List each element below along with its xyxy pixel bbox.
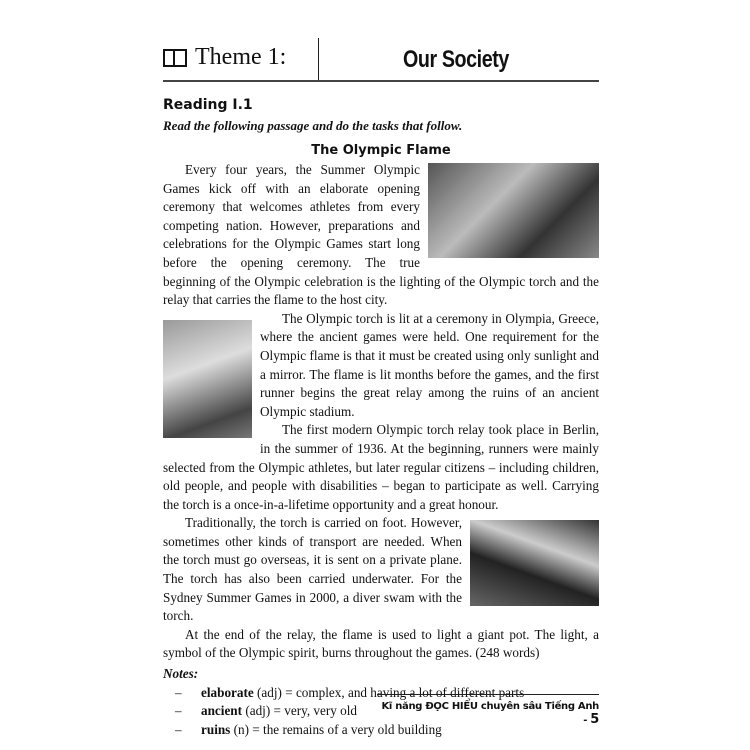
note-definition: (adj) = complex, and having a lot of different parts	[253, 684, 525, 700]
note-term: ruins	[201, 721, 231, 737]
instruction: Read the following passage and do the tasks that follow.	[163, 118, 463, 133]
photo-torch-runner	[163, 320, 252, 438]
paragraph: Every four years, the Summer Olympic Games kick off with an elaborate opening ceremony that welcomes athletes from every competing nation. However, preparations and celebrations for the Olympic Games start long before the opening ceremony. The true beginning of the Olympic celebration is the lighting of the Olympic torch and the relay that carries the flame to the host city.	[163, 162, 599, 308]
paragraph: The first modern Olympic torch relay took place in Berlin, in the summer of 1936. At the beginning, runners were mainly selected from the Olympic athletes, but later regular citizens – including children, old people, and people with disabilities – began to participate as well. Carrying the torch is a once-in-a-lifetime opportunity and a great honour.	[163, 422, 599, 512]
note-term: ancient	[201, 703, 243, 719]
section-heading: Reading I.1	[163, 97, 253, 113]
dash: –	[175, 684, 182, 700]
theme-title: Our Society	[403, 46, 509, 73]
theme-label	[163, 44, 286, 71]
theme-header	[163, 38, 599, 82]
notes-label: Notes:	[163, 666, 199, 682]
page-number: 5	[590, 712, 599, 727]
book-title: Kĩ năng ĐỌC HIỂU chuyên sâu Tiếng Anh -	[381, 701, 599, 726]
note-term: elaborate	[201, 684, 254, 700]
paragraph: Traditionally, the torch is carried on foot. However, sometimes other kinds of transport are needed. When the torch must go overseas, it is sent on a private plane. The torch has also been carried underwater. For the Sydney Summer Games in 2000, a diver swam with the torch.	[163, 515, 462, 624]
divider	[318, 38, 319, 80]
paragraph: The Olympic torch is lit at a ceremony in Olympia, Greece, where the ancient games were held. One requirement for the Olympic flame is that it must be created using only sunlight and a mirror. The flame is lit months before the games, and the first runner begins the great relay among the ruins of an ancient Olympic stadium.	[260, 310, 599, 419]
passage	[163, 161, 599, 739]
book-icon	[163, 49, 187, 67]
theme-number: Theme 1:	[195, 44, 287, 70]
paragraph: At the end of the relay, the flame is used to light a giant pot. The light, a symbol of the Olympic spirit, burns throughout the games. (248 words)	[163, 626, 599, 661]
dash: –	[175, 703, 182, 719]
photo-flame-lighting	[470, 520, 599, 606]
note-definition: (n) = the remains of a very old building	[230, 721, 442, 737]
page-footer	[377, 694, 599, 727]
photo-torch-ceremony	[428, 163, 599, 258]
passage-title: The Olympic Flame	[311, 143, 451, 158]
note-definition: (adj) = very, very old	[242, 703, 358, 719]
dash: –	[175, 721, 182, 737]
